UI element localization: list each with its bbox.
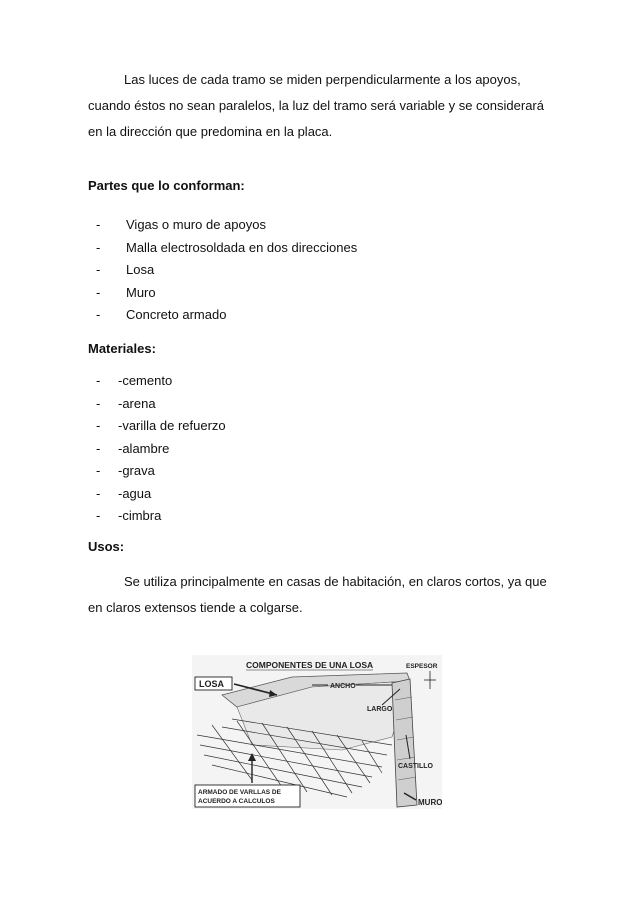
- losa-components-figure: [192, 655, 442, 809]
- losa-label: LOSA: [199, 679, 225, 689]
- ancho-label: ANCHO: [330, 683, 356, 690]
- list-dash: -: [96, 373, 101, 388]
- list-dash: -: [96, 307, 101, 322]
- list-dash: -: [96, 485, 101, 501]
- materiales-heading: Materiales:: [88, 341, 156, 356]
- list-dash: -: [96, 418, 101, 433]
- usos-line: Se utiliza principalmente en casas de habitación, en claros cortos, ya que: [124, 574, 547, 589]
- usos-paragraph: [88, 569, 550, 621]
- espesor-label: ESPESOR: [406, 663, 438, 670]
- list-dash: -: [96, 217, 101, 232]
- largo-label: LARGO: [367, 706, 393, 713]
- armado-label-line1: ARMADO DE VARLLAS DE: [198, 789, 281, 796]
- list-item: - Malla electrosoldada en dos direcciones: [96, 237, 357, 260]
- figure-title: COMPONENTES DE UNA LOSA: [246, 660, 374, 670]
- intro-line: cuando éstos no sean paralelos, la luz del tramo será variable y se considerará: [88, 98, 544, 113]
- materiales-list: [96, 370, 226, 528]
- list-item: - Vigas o muro de apoyos: [96, 214, 357, 237]
- list-item: - -arena: [96, 393, 226, 416]
- list-item: - -cemento: [96, 370, 226, 393]
- list-item: - -varilla de refuerzo: [96, 415, 226, 438]
- muro-label: MURO: [418, 798, 442, 807]
- list-dash: -: [96, 395, 101, 411]
- armado-label-line2: ACUERDO A CALCULOS: [198, 798, 275, 805]
- partes-heading: Partes que lo conforman:: [88, 178, 245, 193]
- list-dash: -: [96, 262, 101, 277]
- list-item: - Concreto armado: [96, 304, 357, 327]
- intro-line: Las luces de cada tramo se miden perpendicularmente a los apoyos,: [124, 72, 521, 87]
- list-dash: -: [96, 508, 101, 523]
- list-item: - Muro: [96, 282, 357, 305]
- intro-paragraph: [88, 67, 550, 145]
- partes-list: [96, 214, 357, 327]
- intro-line: en la dirección que predomina en la placa.: [88, 124, 333, 139]
- list-dash: -: [96, 463, 101, 478]
- list-dash: -: [96, 284, 101, 300]
- usos-line: en claros extensos tiende a colgarse.: [88, 600, 303, 615]
- losa-diagram: [192, 655, 442, 809]
- usos-heading: Usos:: [88, 539, 125, 554]
- list-item: - -agua: [96, 483, 226, 506]
- list-item: - -alambre: [96, 438, 226, 461]
- list-dash: -: [96, 239, 101, 255]
- list-item: - -grava: [96, 460, 226, 483]
- list-dash: -: [96, 440, 101, 456]
- castillo-label: CASTILLO: [398, 763, 433, 770]
- list-item: - Losa: [96, 259, 357, 282]
- list-item: - -cimbra: [96, 505, 226, 528]
